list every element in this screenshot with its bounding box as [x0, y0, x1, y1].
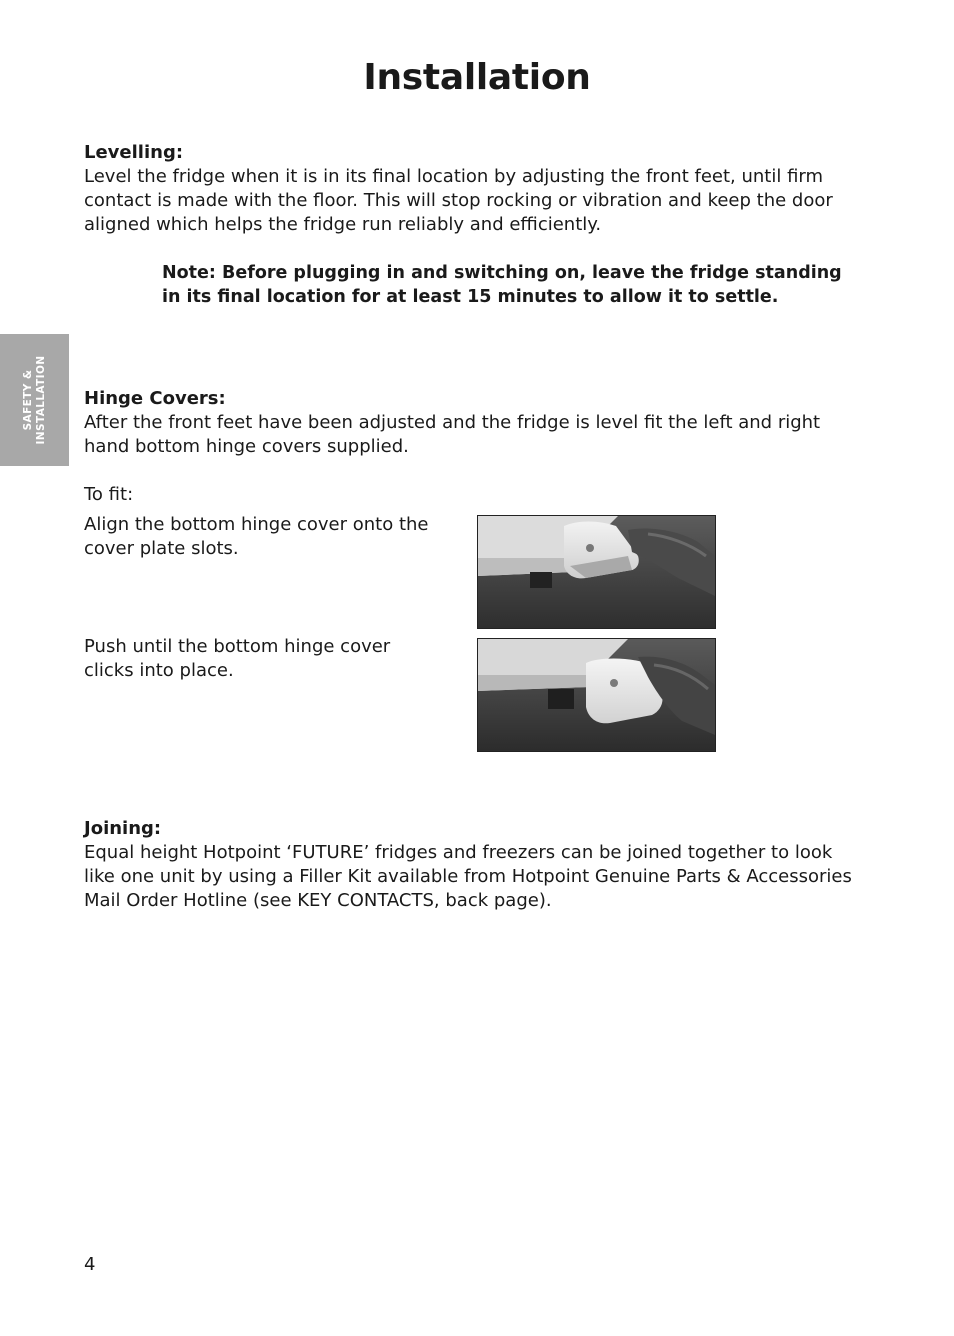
side-tab-label — [22, 355, 48, 444]
section-side-tab — [0, 334, 69, 466]
step-2-photo — [477, 638, 716, 752]
step-1-photo — [477, 515, 716, 629]
joining-heading: Joining: — [84, 818, 162, 839]
side-tab-line-2: INSTALLATION — [35, 355, 47, 445]
hinge-cover-push-illustration — [478, 639, 715, 751]
levelling-text-line-2: contact is made with the floor. This will stop rocking or vibration and keep the door — [84, 190, 833, 211]
joining-text-line-3: Mail Order Hotline (see KEY CONTACTS, back page). — [84, 890, 552, 911]
hinge-covers-heading: Hinge Covers: — [84, 388, 226, 409]
levelling-note-line-1: Note: Before plugging in and switching on, leave the fridge standing — [162, 263, 842, 283]
levelling-note — [162, 261, 842, 309]
hinge-covers-section — [84, 387, 820, 459]
levelling-text-line-3: aligned which helps the fridge run reliably and efficiently. — [84, 214, 602, 235]
joining-text-line-2: like one unit by using a Filler Kit available from Hotpoint Genuine Parts & Accessories — [84, 866, 852, 887]
levelling-heading: Levelling: — [84, 142, 184, 163]
step-2-text — [84, 635, 390, 683]
page-number: 4 — [84, 1254, 96, 1275]
hinge-covers-text-line-1: After the front feet have been adjusted and the fridge is level fit the left and right — [84, 412, 821, 433]
levelling-note-line-2: in its final location for at least 15 minutes to allow it to settle. — [162, 287, 779, 307]
page-title: Installation — [363, 57, 591, 98]
hinge-covers-text-line-2: hand bottom hinge covers supplied. — [84, 436, 409, 457]
step-2-line-1: Push until the bottom hinge cover — [84, 636, 391, 657]
step-1-line-1: Align the bottom hinge cover onto the — [84, 514, 429, 535]
to-fit-label: To fit: — [84, 484, 134, 505]
joining-text-line-1: Equal height Hotpoint ‘FUTURE’ fridges and freezers can be joined together to look — [84, 842, 833, 863]
step-1-line-2: cover plate slots. — [84, 538, 239, 559]
levelling-section — [84, 141, 833, 237]
hinge-cover-align-illustration — [478, 516, 715, 628]
side-tab-line-1: SAFETY & — [22, 369, 34, 431]
joining-section — [84, 817, 852, 913]
step-1-text — [84, 513, 429, 561]
step-2-line-2: clicks into place. — [84, 660, 234, 681]
levelling-text-line-1: Level the fridge when it is in its final location by adjusting the front feet, until firm — [84, 166, 824, 187]
